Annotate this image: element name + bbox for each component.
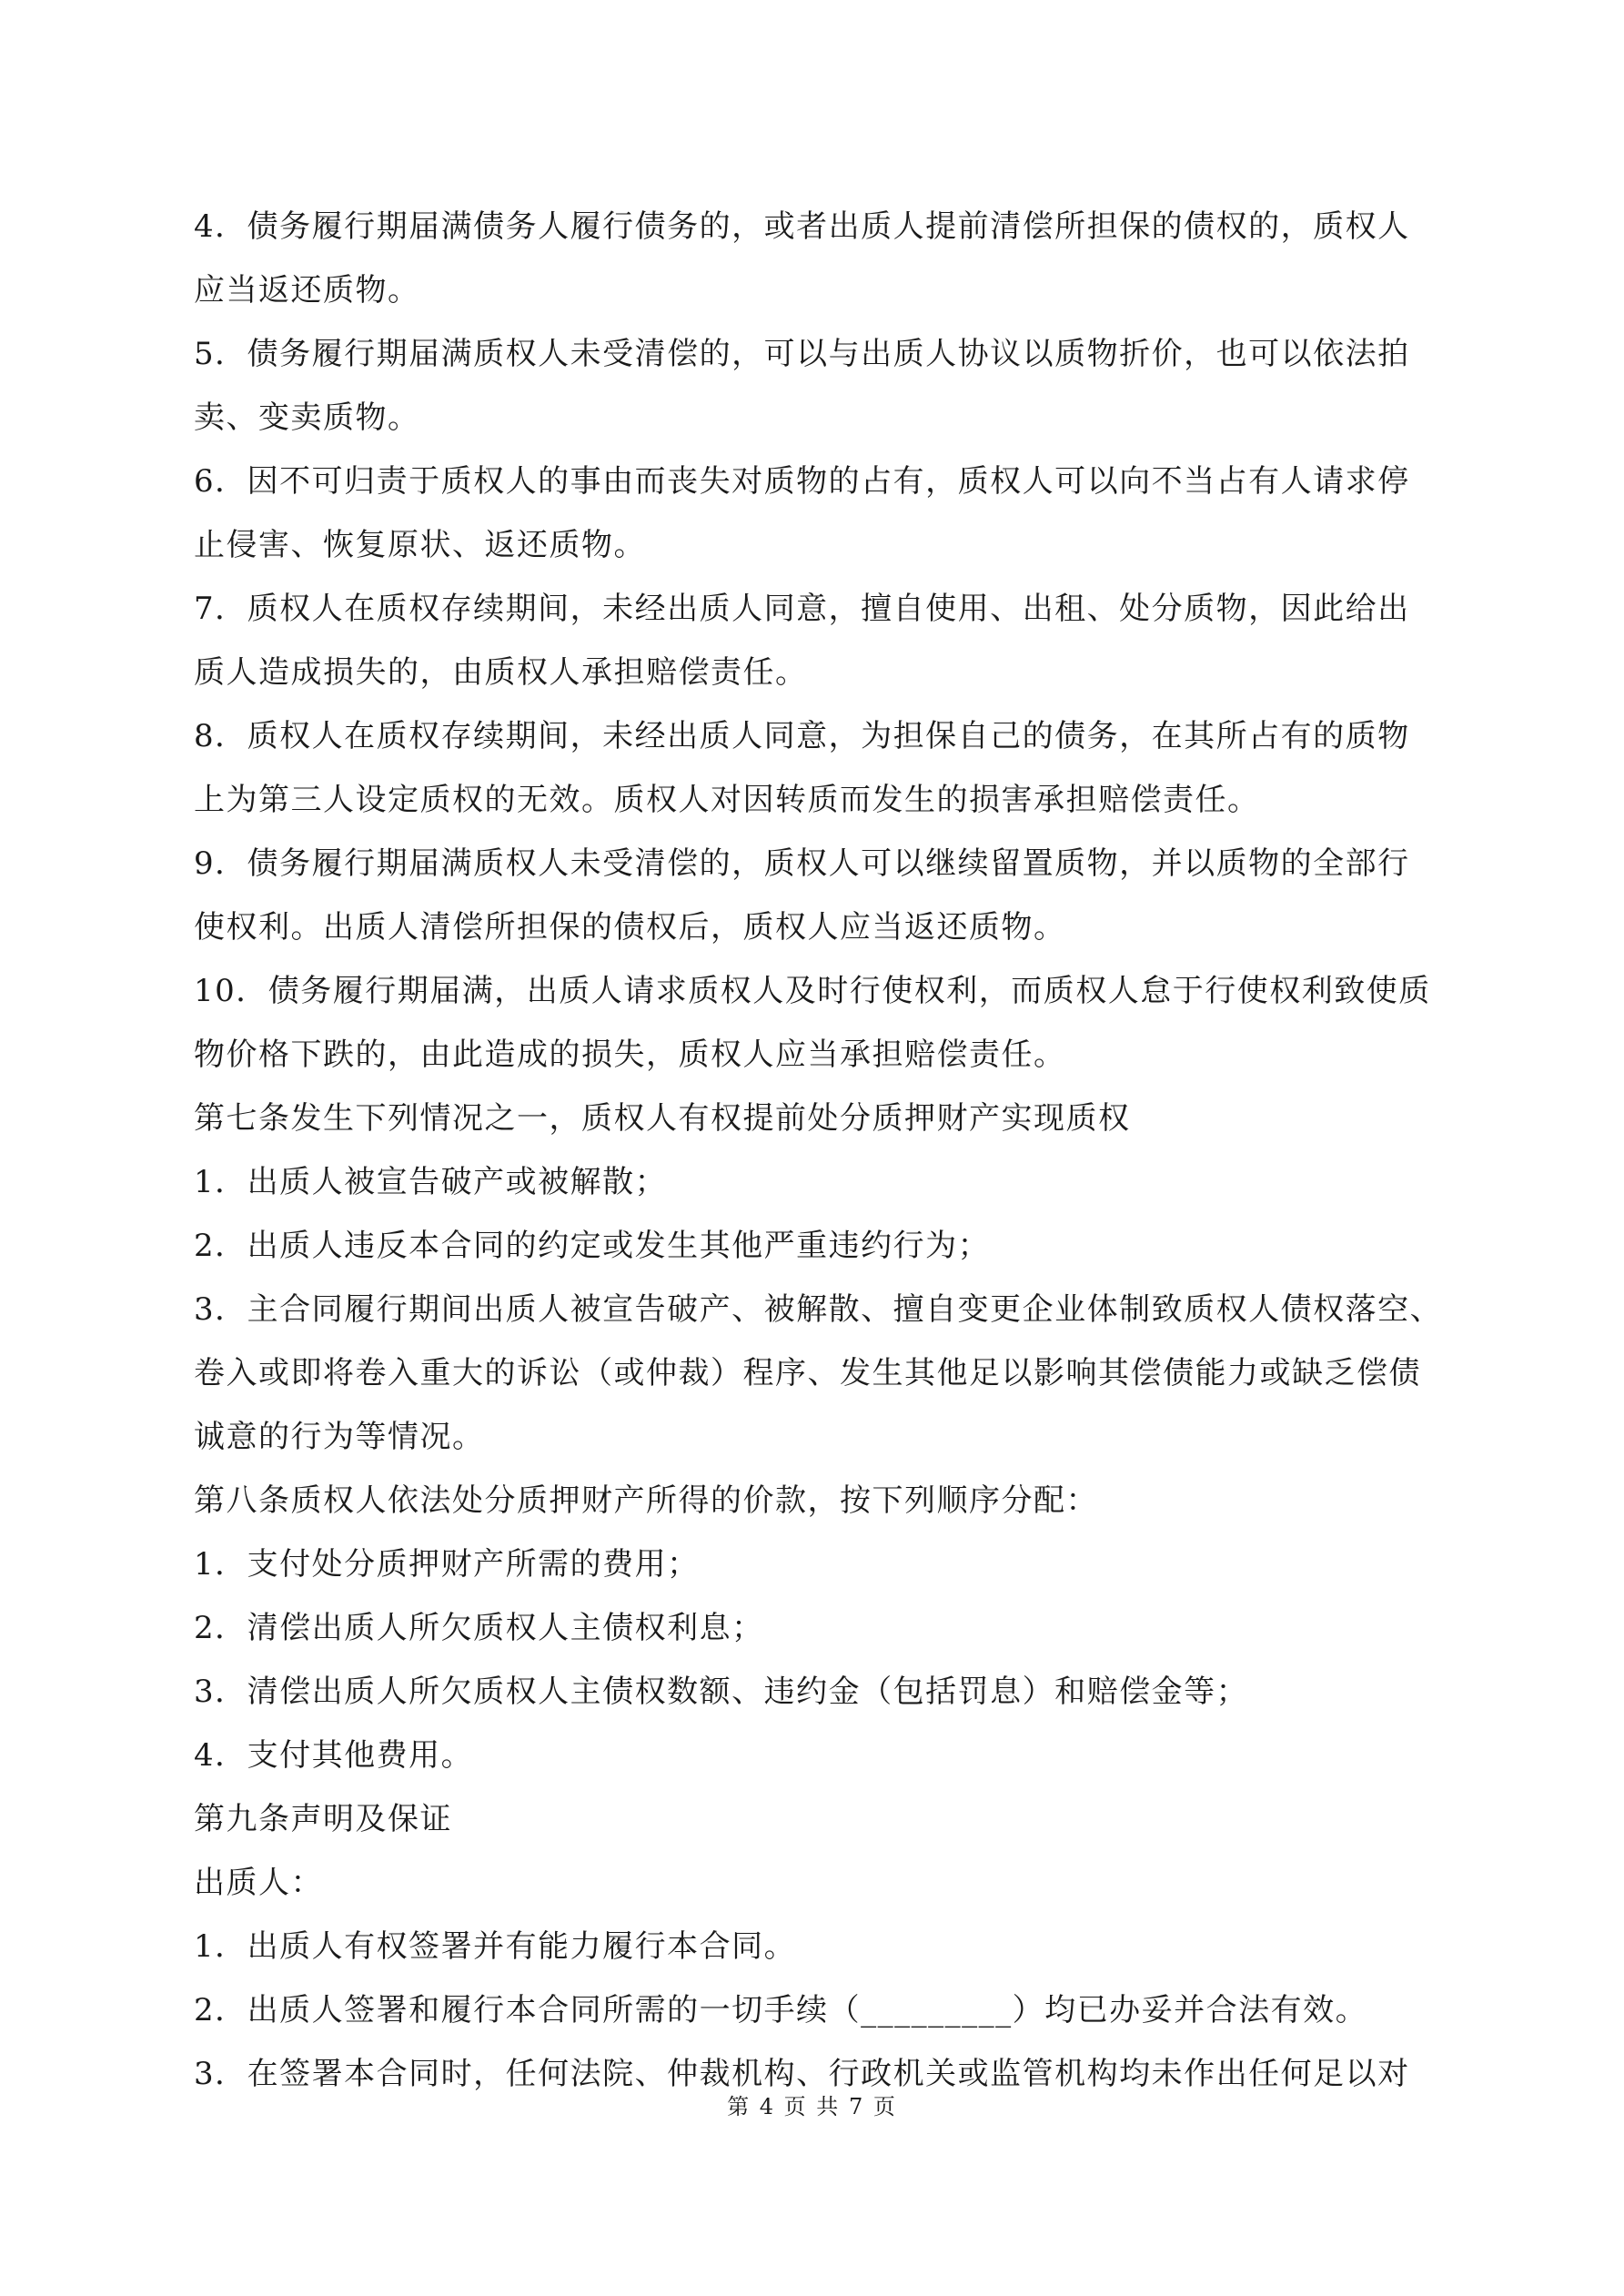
- text-line: 5．债务履行期届满质权人未受清偿的，可以与出质人协议以质物折价，也可以依法拍: [194, 336, 1410, 372]
- section-heading-article-8: 第八条质权人依法处分质押财产所得的价款，按下列顺序分配：: [194, 1482, 1098, 1519]
- text-line: 9．债务履行期届满质权人未受清偿的，质权人可以继续留置质物，并以质物的全部行: [194, 845, 1410, 882]
- text-line: 10．债务履行期届满，出质人请求质权人及时行使权利，而质权人怠于行使权利致使质: [194, 973, 1431, 1009]
- text-line: 3．在签署本合同时，任何法院、仲裁机构、行政机关或监管机构均未作出任何足以对: [194, 2056, 1410, 2092]
- text-line: 8．质权人在质权存续期间，未经出质人同意，为担保自己的债务，在其所占有的质物: [194, 718, 1410, 754]
- text-line: 诚意的行为等情况。: [194, 1419, 485, 1455]
- text-line: 止侵害、恢复原状、返还质物。: [194, 527, 646, 563]
- text-line: 3．主合同履行期间出质人被宣告破产、被解散、擅自变更企业体制致质权人债权落空、: [194, 1291, 1443, 1328]
- text-line: 应当返还质物。: [194, 272, 420, 308]
- text-line: 2．清偿出质人所欠质权人主债权利息；: [194, 1610, 764, 1646]
- text-line: 2．出质人签署和履行本合同所需的一切手续（_________）均已办妥并合法有效。: [194, 1992, 1368, 2028]
- text-line: 物价格下跌的，由此造成的损失，质权人应当承担赔偿责任。: [194, 1037, 1066, 1073]
- text-line: 出质人：: [194, 1865, 323, 1901]
- text-line: 上为第三人设定质权的无效。质权人对因转质而发生的损害承担赔偿责任。: [194, 782, 1260, 818]
- section-heading-article-9: 第九条声明及保证: [194, 1801, 452, 1837]
- document-body: [194, 195, 1443, 2106]
- text-line: 卷入或即将卷入重大的诉讼（或仲裁）程序、发生其他足以影响其偿债能力或缺乏偿债: [194, 1355, 1421, 1391]
- text-line: 6．因不可归责于质权人的事由而丧失对质物的占有，质权人可以向不当占有人请求停: [194, 463, 1410, 500]
- text-line: 4．债务履行期届满债务人履行债务的，或者出质人提前清偿所担保的债权的，质权人: [194, 208, 1410, 245]
- section-heading-article-7: 第七条发生下列情况之一，质权人有权提前处分质押财产实现质权: [194, 1100, 1131, 1137]
- page-number-footer: 第 4 页 共 7 页: [727, 2094, 897, 2119]
- text-line: 1．支付处分质押财产所需的费用；: [194, 1546, 700, 1583]
- text-line: 7．质权人在质权存续期间，未经出质人同意，擅自使用、出租、处分质物，因此给出: [194, 591, 1410, 627]
- text-line: 质人造成损失的，由质权人承担赔偿责任。: [194, 654, 808, 691]
- text-line: 卖、变卖质物。: [194, 400, 420, 436]
- text-line: 使权利。出质人清偿所担保的债权后，质权人应当返还质物。: [194, 909, 1066, 946]
- text-line: 4．支付其他费用。: [194, 1737, 474, 1774]
- text-line: 1．出质人有权签署并有能力履行本合同。: [194, 1928, 797, 1965]
- text-line: 1．出质人被宣告破产或被解散；: [194, 1164, 668, 1200]
- text-line: 3．清偿出质人所欠质权人主债权数额、违约金（包括罚息）和赔偿金等；: [194, 1674, 1249, 1710]
- text-line: 2．出质人违反本合同的约定或发生其他严重违约行为；: [194, 1228, 991, 1264]
